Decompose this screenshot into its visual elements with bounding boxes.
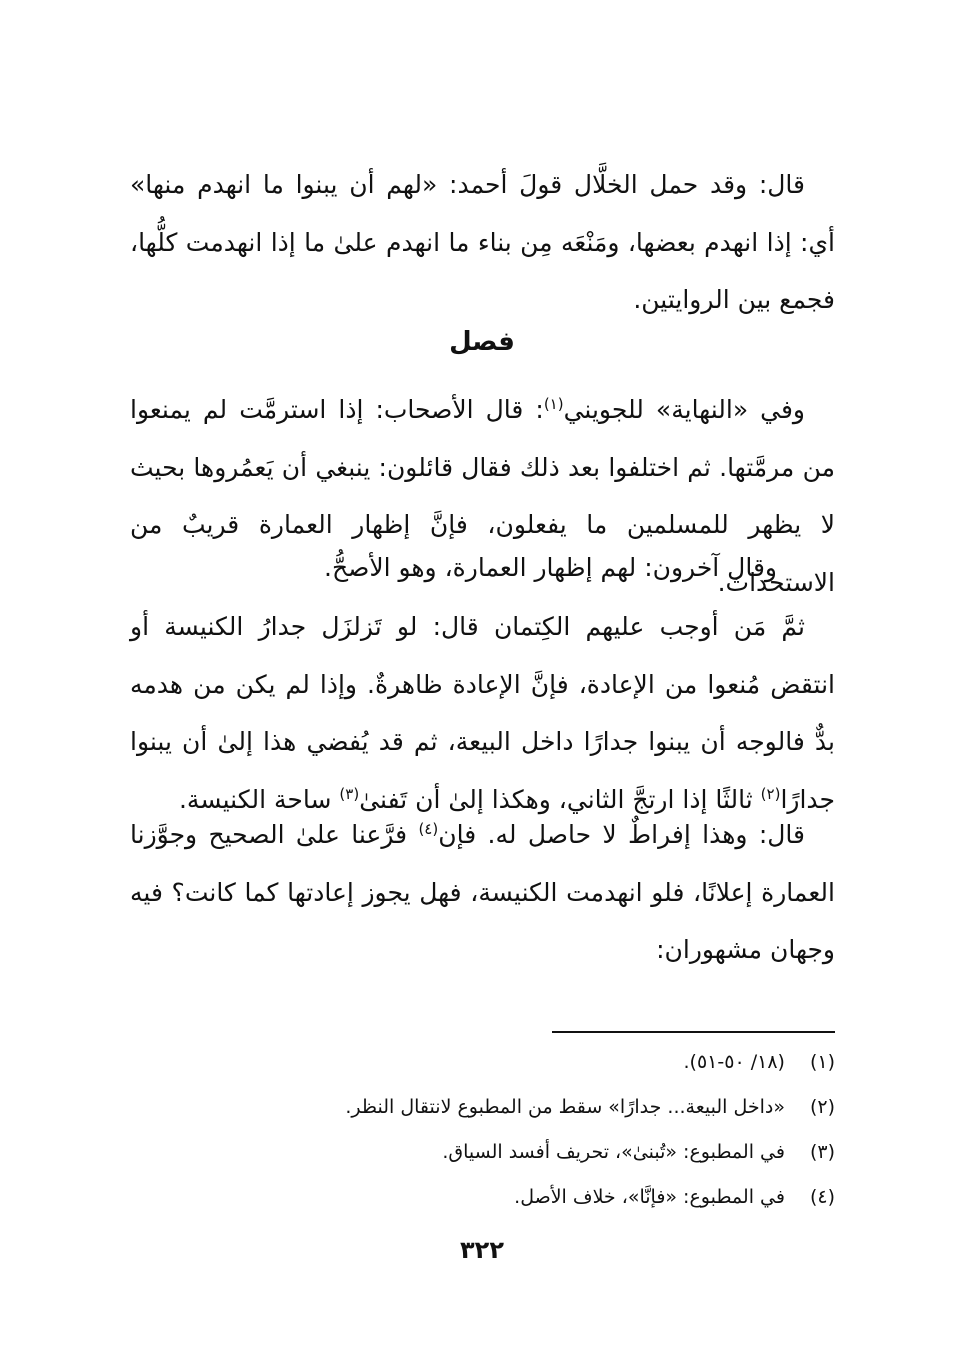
page-number: ٣٢٢ — [460, 1236, 504, 1264]
paragraph-text: ثمَّ مَن أوجب عليهم الكِتمان قال: لو تَزلزَل جدارُ الكنيسة أو انتقض مُنعوا من الإعادة، فإنَّ الإعادة ظاهرةٌ. وإذا لم يكن من هدمه بدٌّ فالوجه أن يبنوا جدارًا داخل البيعة، ثم قد يُفضي هذا إلىٰ أن يبنوا جدارًا — [130, 612, 835, 814]
footnotes — [300, 1040, 835, 1220]
paragraph-khallal — [130, 156, 835, 329]
paragraph-text: ساحة الكنيسة. — [178, 784, 340, 814]
paragraph-text: وفي «النهاية» للجويني — [563, 395, 805, 424]
paragraph-kitman — [130, 598, 835, 828]
footnote-text: في المطبوع: «فإنَّا»، خلاف الأصل. — [514, 1186, 785, 1208]
paragraph-text: : قال الأصحاب: إذا استرمَّت لم يمنعوا من مرمَّتها. ثم اختلفوا بعد ذلك فقال قائلون: ينبغي أن يَعمُروها بحيث لا يظهر للمسلمين ما يفعلون، فإنَّ إظهار العمارة قريبٌ من الاستحداث. — [130, 395, 835, 597]
paragraph-text: ثالثًا إذا ارتجَّ الثاني، وهكذا إلىٰ أن تَفنىٰ — [359, 784, 761, 814]
section-heading: فصل — [449, 327, 515, 357]
footnote-text: (١٨/ ٥٠-٥١). — [683, 1051, 785, 1073]
paragraph-text: قال: وهذا إفراطٌ لا حاصل له. فإن — [438, 820, 805, 849]
footnote-separator — [552, 1031, 835, 1033]
footnote-text: في المطبوع: «تُبنىٰ»، تحريف أفسد السياق. — [442, 1141, 785, 1163]
footnote-item — [300, 1040, 835, 1085]
footnote-ref-4: (٤) — [418, 820, 439, 838]
footnote-number: (١) — [809, 1051, 835, 1073]
paragraph-text: فرَّعنا علىٰ الصحيح وجوَّزنا العمارة إعلانًا، فلو انهدمت الكنيسة، فهل يجوز إعادتها كما كانت؟ فيه وجهان مشهوران: — [130, 820, 835, 964]
footnote-number: (٤) — [809, 1186, 835, 1208]
footnote-item — [300, 1085, 835, 1130]
footnote-text: «داخل البيعة... جدارًا» سقط من المطبوع لانتقال النظر. — [345, 1096, 785, 1118]
footnote-number: (٣) — [809, 1141, 835, 1163]
paragraph-others — [130, 539, 835, 597]
footnote-item — [300, 1175, 835, 1220]
footnote-ref-3: (٣) — [339, 784, 360, 803]
footnote-ref-1: (١) — [543, 395, 564, 413]
footnote-ref-2: (٢) — [760, 784, 781, 803]
footnote-item — [300, 1130, 835, 1175]
footnote-number: (٢) — [809, 1096, 835, 1118]
paragraph-ifrat — [130, 806, 835, 979]
paragraph-text: قال: وقد حمل الخلَّال قولَ أحمد: «لهم أن يبنوا ما انهدم منها» أي: إذا انهدم بعضها، ومَنْعَه مِن بناء ما انهدم علىٰ ما إذا انهدمت كلُّها، فجمع بين الروايتين. — [130, 170, 835, 314]
paragraph-text: وقال آخرون: لهم إظهار العمارة، وهو الأصحُّ. — [324, 553, 777, 582]
